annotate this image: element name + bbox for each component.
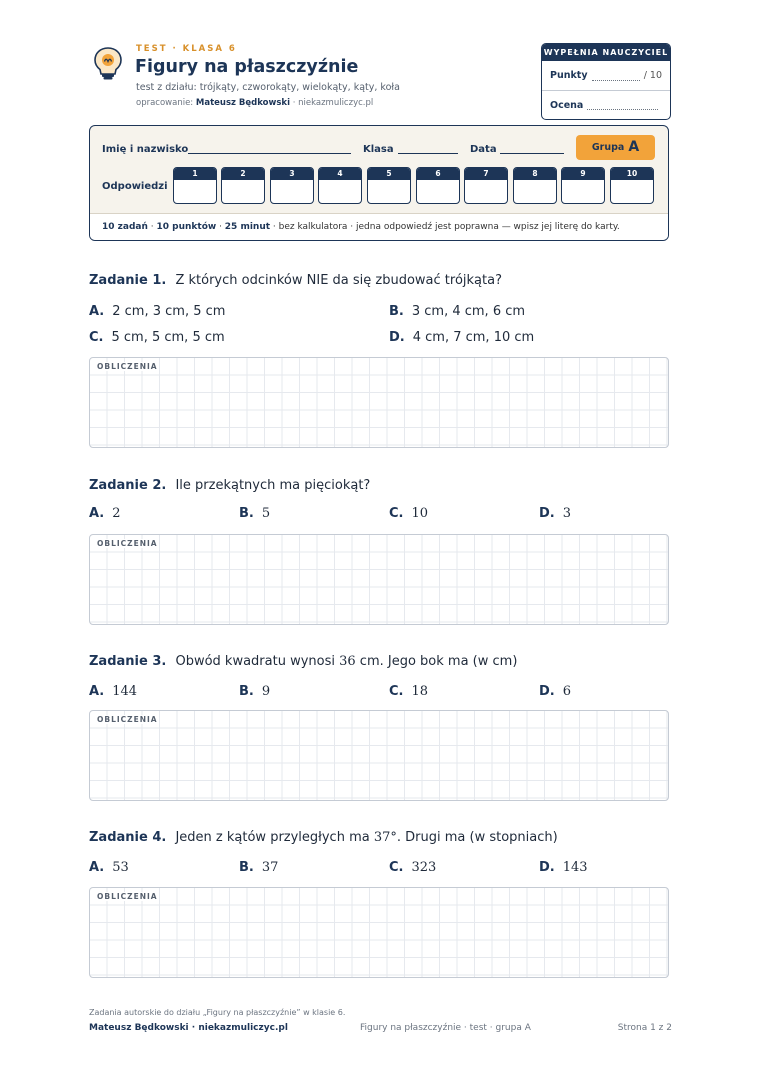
info-points: 10 punktów — [156, 222, 217, 232]
answer-number: 4 — [319, 168, 361, 180]
answer-box-4[interactable] — [318, 167, 362, 204]
task-label: Zadanie 1. — [89, 273, 167, 288]
option-text: 5 — [261, 506, 271, 521]
answer-number: 1 — [174, 168, 216, 180]
option-text: 9 — [261, 684, 271, 699]
points-row — [542, 61, 670, 90]
task-1-work-area[interactable] — [89, 357, 669, 448]
option-text: 2 cm, 3 cm, 5 cm — [112, 304, 226, 319]
option-letter: C. — [389, 506, 404, 521]
option-text: 3 — [562, 506, 572, 521]
task-1-option-d[interactable] — [389, 330, 534, 345]
work-area-label: OBLICZENIA — [97, 539, 158, 548]
credits-author: Mateusz Będkowski — [195, 98, 291, 108]
work-area-label: OBLICZENIA — [97, 892, 158, 901]
test-info-line — [90, 213, 668, 241]
option-letter: B. — [239, 860, 254, 875]
option-text: 37 — [261, 860, 279, 875]
answer-box-8[interactable] — [513, 167, 557, 204]
answer-box-3[interactable] — [270, 167, 314, 204]
task-4-work-area[interactable] — [89, 887, 669, 978]
task-label: Zadanie 3. — [89, 654, 167, 669]
grade-label: Ocena — [550, 99, 584, 111]
option-letter: C. — [389, 860, 404, 875]
lightbulb-logo-icon — [91, 45, 125, 81]
option-text: 6 — [562, 684, 572, 699]
info-rest: · bez kalkulatora · jedna odpowiedź jest poprawna — wpisz jej literę do karty. — [270, 222, 620, 232]
option-letter: A. — [89, 684, 105, 699]
task-3-option-b[interactable] — [239, 684, 270, 699]
page-header — [89, 41, 672, 121]
points-label: Punkty — [550, 70, 588, 81]
task-1-option-b[interactable] — [389, 304, 525, 319]
teacher-box-heading: WYPEŁNIA NAUCZYCIEL — [542, 44, 670, 61]
credits-line — [136, 98, 373, 108]
task-question: Ile przekątnych ma pięciokąt? — [175, 478, 371, 493]
answer-number: 6 — [417, 168, 459, 180]
date-field[interactable] — [500, 153, 564, 154]
name-label: Imię i nazwisko — [102, 144, 189, 155]
task-question-end: . Drugi ma (w stopniach) — [396, 830, 558, 845]
option-letter: A. — [89, 304, 105, 319]
date-label: Data — [470, 144, 497, 155]
option-text: 144 — [112, 684, 138, 699]
answer-number: 8 — [514, 168, 556, 180]
task-1-option-a[interactable] — [89, 304, 225, 319]
task-question-start: Jeden z kątów przyległych ma — [175, 830, 374, 845]
class-field[interactable] — [398, 153, 458, 154]
footer-page-number: Strona 1 z 2 — [617, 1023, 672, 1033]
task-1-title — [89, 273, 502, 288]
option-letter: B. — [239, 506, 254, 521]
task-question: Z których odcinków NIE da się zbudować trójkąta? — [175, 273, 502, 288]
task-4-option-c[interactable] — [389, 860, 436, 875]
option-letter: D. — [539, 860, 555, 875]
task-2-work-area[interactable] — [89, 534, 669, 625]
task-2-option-d[interactable] — [539, 506, 571, 521]
task-question-start: Obwód kwadratu wynosi — [175, 654, 340, 669]
group-label: Grupa — [591, 142, 625, 153]
class-label: Klasa — [363, 144, 394, 155]
answer-number: 10 — [611, 168, 653, 180]
points-max: / 10 — [643, 70, 662, 81]
teacher-box — [541, 43, 671, 120]
option-letter: B. — [389, 304, 404, 319]
grade-row — [542, 90, 670, 119]
option-letter: C. — [89, 330, 104, 345]
test-supertitle: TEST · KLASA 6 — [136, 44, 237, 54]
answer-box-5[interactable] — [367, 167, 411, 204]
page-subtitle: test z działu: trójkąty, czworokąty, wielokąty, kąty, koła — [136, 82, 400, 93]
group-letter: A — [628, 139, 640, 155]
task-3-option-d[interactable] — [539, 684, 571, 699]
points-field[interactable] — [592, 71, 640, 81]
student-answer-card — [89, 125, 669, 241]
answer-number: 5 — [368, 168, 410, 180]
answer-number: 2 — [222, 168, 264, 180]
footer-document-info: Figury na płaszczyźnie · test · grupa A — [360, 1023, 531, 1033]
task-question-end: cm. Jego bok ma (w cm) — [355, 654, 518, 669]
task-2-title — [89, 478, 370, 493]
task-2-option-a[interactable] — [89, 506, 121, 521]
info-sep: · — [216, 222, 225, 232]
option-letter: D. — [539, 684, 555, 699]
answer-box-9[interactable] — [561, 167, 605, 204]
option-text: 143 — [562, 860, 588, 875]
task-question-math: 37° — [373, 830, 397, 845]
credits-site: · niekazmuliczyc.pl — [292, 98, 374, 108]
answer-number: 3 — [271, 168, 313, 180]
task-label: Zadanie 4. — [89, 830, 167, 845]
option-text: 4 cm, 7 cm, 10 cm — [412, 330, 535, 345]
option-text: 18 — [411, 684, 429, 699]
info-minutes: 25 minut — [224, 222, 271, 232]
answer-box-10[interactable] — [610, 167, 654, 204]
info-tasks: 10 zadań — [102, 222, 148, 232]
option-letter: D. — [389, 330, 405, 345]
option-text: 2 — [112, 506, 121, 521]
name-field[interactable] — [188, 153, 351, 154]
option-text: 10 — [411, 506, 429, 521]
option-letter: C. — [389, 684, 404, 699]
answer-box-6[interactable] — [416, 167, 460, 204]
info-sep: · — [147, 222, 157, 232]
option-letter: B. — [239, 684, 254, 699]
task-4-title — [89, 830, 558, 845]
page-title: Figury na płaszczyźnie — [135, 57, 359, 77]
answer-box-2[interactable] — [221, 167, 265, 204]
task-3-option-a[interactable] — [89, 684, 137, 699]
footer-note: Zadania autorskie do działu „Figury na płaszczyźnie” w klasie 6. — [89, 1008, 346, 1017]
option-text: 5 cm, 5 cm, 5 cm — [111, 330, 225, 345]
answer-number: 7 — [465, 168, 507, 180]
task-4-option-b[interactable] — [239, 860, 278, 875]
grade-field[interactable] — [587, 100, 658, 110]
answer-number: 9 — [562, 168, 604, 180]
group-badge — [576, 135, 655, 160]
option-text: 53 — [112, 860, 129, 875]
option-letter: D. — [539, 506, 555, 521]
task-3-title — [89, 654, 517, 669]
option-text: 323 — [411, 860, 437, 875]
footer-author-link[interactable]: Mateusz Będkowski · niekazmuliczyc.pl — [89, 1023, 288, 1033]
task-1-option-c[interactable] — [89, 330, 225, 345]
work-area-label: OBLICZENIA — [97, 715, 158, 724]
answers-label: Odpowiedzi — [102, 181, 168, 192]
task-label: Zadanie 2. — [89, 478, 167, 493]
task-4-option-a[interactable] — [89, 860, 129, 875]
work-area-label: OBLICZENIA — [97, 362, 158, 371]
task-3-work-area[interactable] — [89, 710, 669, 801]
task-3-option-c[interactable] — [389, 684, 428, 699]
answer-box-7[interactable] — [464, 167, 508, 204]
option-text: 3 cm, 4 cm, 6 cm — [411, 304, 526, 319]
option-letter: A. — [89, 506, 105, 521]
task-2-option-c[interactable] — [389, 506, 428, 521]
task-4-option-d[interactable] — [539, 860, 588, 875]
credits-prefix: opracowanie: — [136, 98, 194, 108]
task-2-option-b[interactable] — [239, 506, 270, 521]
task-question-math: 36 — [339, 654, 356, 669]
option-letter: A. — [89, 860, 105, 875]
answer-box-1[interactable] — [173, 167, 217, 204]
